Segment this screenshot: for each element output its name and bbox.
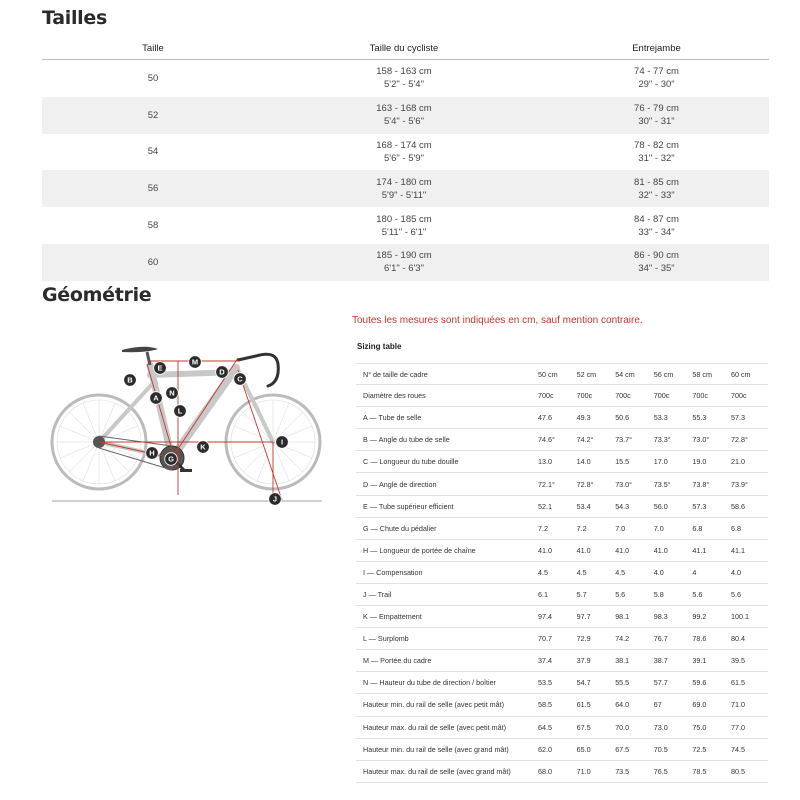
geometry-value: 50 cm xyxy=(538,369,558,379)
header-inseam: Entrejambe xyxy=(632,43,681,54)
geometry-value: 700c xyxy=(576,391,593,401)
geometry-row xyxy=(356,739,768,761)
rider-height xyxy=(264,65,544,91)
inseam xyxy=(544,176,769,202)
rider-height-cm: 158 - 163 cm xyxy=(376,66,432,78)
rider-height xyxy=(264,139,544,165)
size-value: 56 xyxy=(147,183,159,195)
inseam-in: 31" - 32" xyxy=(638,152,675,164)
geometry-value: 64.5 xyxy=(538,722,552,732)
geometry-row xyxy=(356,473,768,495)
geometry-value: 19.0 xyxy=(692,457,707,467)
geometry-value: 56 cm xyxy=(653,369,674,379)
geometry-value: 64.0 xyxy=(615,700,630,710)
geometry-value: 41.0 xyxy=(576,545,591,555)
geometry-label: Hauteur min. du rail de selle (avec petit mât) xyxy=(363,700,505,710)
geometry-value: 49.3 xyxy=(576,413,591,423)
geometry-value: 65.0 xyxy=(576,744,591,754)
inseam-cm: 76 - 79 cm xyxy=(634,103,679,115)
geometry-value: 57.3 xyxy=(692,501,707,511)
diagram-marker-g xyxy=(165,453,178,466)
geometry-value: 74.5 xyxy=(730,744,745,754)
geometry-value: 41.0 xyxy=(653,545,668,555)
geometry-value: 72.8° xyxy=(730,435,748,445)
geometry-value: 39.1 xyxy=(692,656,707,666)
geometry-value: 69.0 xyxy=(692,700,707,710)
geometry-value: 71.0 xyxy=(576,766,591,776)
geometry-value: 57.7 xyxy=(653,678,668,688)
geometry-value: 55.3 xyxy=(692,413,707,423)
geometry-value: 73.5 xyxy=(615,766,630,776)
geometry-label: J — Trail xyxy=(363,589,392,599)
geometry-value: 38.1 xyxy=(615,656,630,666)
inseam-cm: 86 - 90 cm xyxy=(634,250,679,262)
geometry-label: G — Chute du pédalier xyxy=(363,523,437,533)
geometry-value: 72.9 xyxy=(576,634,591,644)
geometry-value: 73.9° xyxy=(730,479,748,489)
geometry-value: 78.5 xyxy=(692,766,707,776)
geometry-label: L — Surplomb xyxy=(363,634,409,644)
geometry-value: 5.6 xyxy=(615,589,626,599)
geometry-value: 67 xyxy=(653,700,662,710)
geometry-row xyxy=(356,606,768,628)
header-size: Taille xyxy=(142,43,164,54)
geometry-value: 72.5 xyxy=(692,744,707,754)
geometry-value: 77.0 xyxy=(730,722,745,732)
diagram-marker-j xyxy=(269,493,282,506)
geometry-value: 7.0 xyxy=(615,523,626,533)
inseam-cm: 84 - 87 cm xyxy=(634,213,679,225)
size-row xyxy=(42,97,769,134)
geometry-value: 41.0 xyxy=(538,545,552,555)
geometry-row xyxy=(356,429,768,451)
geometry-value: 61.5 xyxy=(730,678,745,688)
geometry-value: 70.7 xyxy=(538,634,552,644)
geometry-value: 700c xyxy=(730,391,747,401)
diagram-marker-b xyxy=(124,374,137,387)
sizes-table xyxy=(42,38,769,281)
geometry-row xyxy=(356,584,768,606)
diagram-marker-a xyxy=(150,392,163,405)
size-row xyxy=(42,207,769,244)
geometry-value: 7.0 xyxy=(653,523,664,533)
geometry-label: Hauteur max. du rail de selle (avec grand mât) xyxy=(363,766,511,776)
geometry-value: 73.0° xyxy=(692,435,710,445)
geometry-value: 21.0 xyxy=(730,457,745,467)
diagram-marker-label: B xyxy=(127,375,133,385)
geometry-row xyxy=(356,385,768,407)
geometry-value: 4.0 xyxy=(653,567,664,577)
geometry-label: K — Empattement xyxy=(363,612,422,622)
geometry-value: 74.6° xyxy=(538,435,555,445)
geometry-value: 5.6 xyxy=(730,589,741,599)
geometry-value: 73.0 xyxy=(653,722,668,732)
size-value: 58 xyxy=(147,220,159,232)
size-row xyxy=(42,244,769,281)
geometry-value: 6.8 xyxy=(730,523,741,533)
geometry-row xyxy=(356,628,768,650)
geometry-value: 4 xyxy=(692,567,697,577)
geometry-value: 76.5 xyxy=(653,766,668,776)
geometry-value: 73.5° xyxy=(653,479,671,489)
rider-height-cm: 168 - 174 cm xyxy=(376,139,432,151)
geometry-label: Diamètre des roues xyxy=(363,391,426,401)
geometry-label: B — Angle du tube de selle xyxy=(363,435,450,445)
rider-height-in: 5'2" - 5'4" xyxy=(384,79,424,91)
inseam xyxy=(544,139,769,165)
geometry-value: 71.0 xyxy=(730,700,745,710)
size-row xyxy=(42,134,769,171)
geometry-value: 68.0 xyxy=(538,766,552,776)
geometry-value: 73.3° xyxy=(653,435,671,445)
geometry-value: 37.9 xyxy=(576,656,591,666)
geometry-row xyxy=(356,562,768,584)
diagram-marker-n xyxy=(166,387,179,400)
rider-height-in: 5'6" - 5'9" xyxy=(384,152,424,164)
diagram-marker-k xyxy=(197,441,210,454)
geometry-value: 72.1° xyxy=(538,479,555,489)
size-row xyxy=(42,60,769,97)
geometry-label: Hauteur min. du rail de selle (avec grand mât) xyxy=(363,744,509,754)
inseam-in: 30" - 31" xyxy=(638,116,675,128)
geometry-row xyxy=(356,407,768,429)
geometry-value: 7.2 xyxy=(538,523,548,533)
size-value: 60 xyxy=(147,256,159,268)
geometry-value: 58.6 xyxy=(730,501,745,511)
geometry-value: 74.2 xyxy=(615,634,630,644)
size-value: 54 xyxy=(147,146,159,158)
geometry-row xyxy=(356,761,768,783)
rider-height xyxy=(264,213,544,239)
inseam xyxy=(544,249,769,275)
geometry-row xyxy=(356,363,768,385)
geometry-label: Hauteur max. du rail de selle (avec petit mât) xyxy=(363,722,507,732)
geometry-value: 54 cm xyxy=(615,369,635,379)
geometry-value: 700c xyxy=(692,391,708,401)
diagram-marker-i xyxy=(276,436,289,449)
geometry-value: 98.3 xyxy=(653,612,668,622)
inseam-cm: 74 - 77 cm xyxy=(634,66,679,78)
inseam-in: 34" - 35" xyxy=(638,263,675,275)
geometry-value: 58.5 xyxy=(538,700,552,710)
geometry-value: 61.5 xyxy=(576,700,591,710)
geometry-value: 73.0° xyxy=(615,479,633,489)
geometry-value: 13.0 xyxy=(538,457,552,467)
inseam xyxy=(544,213,769,239)
geometry-value: 41.1 xyxy=(692,545,707,555)
geometry-value: 39.5 xyxy=(730,656,745,666)
diagram-marker-label: H xyxy=(149,448,155,458)
rider-height-cm: 180 - 185 cm xyxy=(376,213,432,225)
geometry-value: 5.7 xyxy=(576,589,587,599)
geometry-value: 59.6 xyxy=(692,678,707,688)
inseam xyxy=(544,65,769,91)
geometry-value: 56.0 xyxy=(653,501,668,511)
geometry-value: 700c xyxy=(653,391,670,401)
diagram-marker-label: N xyxy=(169,388,175,398)
geometry-value: 700c xyxy=(538,391,554,401)
rider-height-in: 5'4" - 5'6" xyxy=(384,116,424,128)
geometry-value: 5.8 xyxy=(653,589,664,599)
header-rider-height: Taille du cycliste xyxy=(369,43,439,54)
geometry-row xyxy=(356,650,768,672)
rider-height-in: 5'11" - 6'1" xyxy=(381,226,427,238)
geometry-row xyxy=(356,717,768,739)
diagram-marker-label: A xyxy=(153,393,159,403)
geometry-value: 47.6 xyxy=(538,413,552,423)
geometry-value: 73.8° xyxy=(692,479,710,489)
geometry-value: 60 cm xyxy=(730,369,751,379)
diagram-marker-label: E xyxy=(157,363,163,373)
geometry-value: 6.8 xyxy=(692,523,703,533)
diagram-marker-label: I xyxy=(280,437,284,447)
geometry-title: Géométrie xyxy=(42,284,152,306)
geometry-value: 41.0 xyxy=(615,545,630,555)
geometry-label: D — Angle de direction xyxy=(363,479,437,489)
geometry-row xyxy=(356,451,768,473)
diagram-marker-label: K xyxy=(200,442,206,452)
geometry-value: 72.8° xyxy=(576,479,594,489)
geometry-value: 4.0 xyxy=(730,567,741,577)
geometry-value: 58 cm xyxy=(692,369,712,379)
geometry-value: 52.1 xyxy=(538,501,552,511)
geometry-value: 73.7° xyxy=(615,435,633,445)
rider-height xyxy=(264,249,544,275)
rider-height-cm: 163 - 168 cm xyxy=(376,103,432,115)
geometry-value: 37.4 xyxy=(538,656,552,666)
rider-height-in: 5'9" - 5'11" xyxy=(381,189,427,201)
geometry-value: 67.5 xyxy=(615,744,630,754)
geometry-value: 97.7 xyxy=(576,612,591,622)
geometry-value: 53.4 xyxy=(576,501,591,511)
geometry-label: A — Tube de selle xyxy=(363,413,422,423)
saddle xyxy=(122,347,158,365)
geometry-table xyxy=(356,363,768,783)
sizes-title: Tailles xyxy=(42,7,107,29)
rider-height xyxy=(264,176,544,202)
geometry-label: M — Portée du cadre xyxy=(363,656,432,666)
inseam-in: 29" - 30" xyxy=(638,79,675,91)
size-value: 52 xyxy=(147,109,159,121)
geometry-value: 57.3 xyxy=(730,413,745,423)
inseam-in: 32" - 33" xyxy=(638,189,675,201)
geometry-value: 41.1 xyxy=(730,545,745,555)
geometry-value: 98.1 xyxy=(615,612,630,622)
geometry-value: 78.6 xyxy=(692,634,707,644)
geometry-label: N — Hauteur du tube de direction / boîtier xyxy=(363,678,497,688)
geometry-value: 17.0 xyxy=(653,457,668,467)
diagram-marker-label: J xyxy=(272,494,278,504)
geometry-value: 52 cm xyxy=(576,369,597,379)
geometry-value: 55.5 xyxy=(615,678,630,688)
geometry-value: 80.5 xyxy=(730,766,745,776)
geometry-value: 53.5 xyxy=(538,678,552,688)
size-value: 50 xyxy=(147,72,159,84)
geometry-label: I — Compensation xyxy=(363,567,423,577)
geometry-value: 15.5 xyxy=(615,457,630,467)
geometry-value: 50.6 xyxy=(615,413,630,423)
geometry-value: 76.7 xyxy=(653,634,668,644)
diagram-marker-label: M xyxy=(191,357,199,367)
geometry-value: 4.5 xyxy=(538,567,548,577)
geometry-row xyxy=(356,672,768,694)
rider-height-cm: 185 - 190 cm xyxy=(376,250,432,262)
geometry-value: 70.0 xyxy=(615,722,630,732)
rider-height-cm: 174 - 180 cm xyxy=(376,176,432,188)
geometry-value: 5.6 xyxy=(692,589,703,599)
geometry-value: 6.1 xyxy=(538,589,548,599)
geometry-value: 80.4 xyxy=(730,634,745,644)
diagram-marker-c xyxy=(234,373,247,386)
size-row xyxy=(42,170,769,207)
diagram-marker-l xyxy=(174,405,187,418)
geometry-row xyxy=(356,694,768,716)
geometry-value: 99.2 xyxy=(692,612,707,622)
rider-height xyxy=(264,102,544,128)
geometry-value: 7.2 xyxy=(576,523,587,533)
diagram-marker-d xyxy=(216,366,229,379)
diagram-marker-label: G xyxy=(168,454,174,464)
geometry-value: 67.5 xyxy=(576,722,591,732)
geometry-row xyxy=(356,496,768,518)
geometry-value: 53.3 xyxy=(653,413,668,423)
bike-geometry-diagram xyxy=(50,330,330,515)
geometry-label: E — Tube supérieur efficient xyxy=(363,501,454,511)
geometry-label: C — Longueur du tube douille xyxy=(363,457,459,467)
inseam-in: 33" - 34" xyxy=(638,226,675,238)
geometry-value: 97.4 xyxy=(538,612,552,622)
geometry-row xyxy=(356,540,768,562)
inseam-cm: 78 - 82 cm xyxy=(634,139,679,151)
units-note: Toutes les mesures sont indiquées en cm, sauf mention contraire. xyxy=(352,315,643,326)
diagram-marker-e xyxy=(154,362,167,375)
diagram-marker-label: L xyxy=(177,406,183,416)
inseam xyxy=(544,102,769,128)
geometry-value: 70.5 xyxy=(653,744,668,754)
diagram-marker-h xyxy=(146,447,159,460)
geometry-value: 54.7 xyxy=(576,678,591,688)
geometry-value: 14.0 xyxy=(576,457,591,467)
geometry-value: 38.7 xyxy=(653,656,668,666)
geometry-value: 75.0 xyxy=(692,722,707,732)
geometry-label: N° de taille de cadre xyxy=(363,369,428,379)
inseam-cm: 81 - 85 cm xyxy=(634,176,679,188)
geometry-value: 62.0 xyxy=(538,744,552,754)
geometry-value: 100.1 xyxy=(730,612,749,622)
diagram-marker-label: C xyxy=(237,374,243,384)
geometry-label: H — Longueur de portée de chaîne xyxy=(363,545,476,555)
rider-height-in: 6'1" - 6'3" xyxy=(384,263,424,275)
geometry-row xyxy=(356,518,768,540)
geometry-value: 700c xyxy=(615,391,631,401)
geometry-value: 4.5 xyxy=(576,567,587,577)
sizing-table-label: Sizing table xyxy=(357,342,402,351)
geometry-value: 54.3 xyxy=(615,501,630,511)
diagram-marker-m xyxy=(189,356,202,369)
diagram-marker-label: D xyxy=(219,367,225,377)
geometry-value: 4.5 xyxy=(615,567,626,577)
sizes-table-header xyxy=(42,38,769,60)
drivetrain xyxy=(93,436,192,472)
geometry-value: 74.2° xyxy=(576,435,594,445)
